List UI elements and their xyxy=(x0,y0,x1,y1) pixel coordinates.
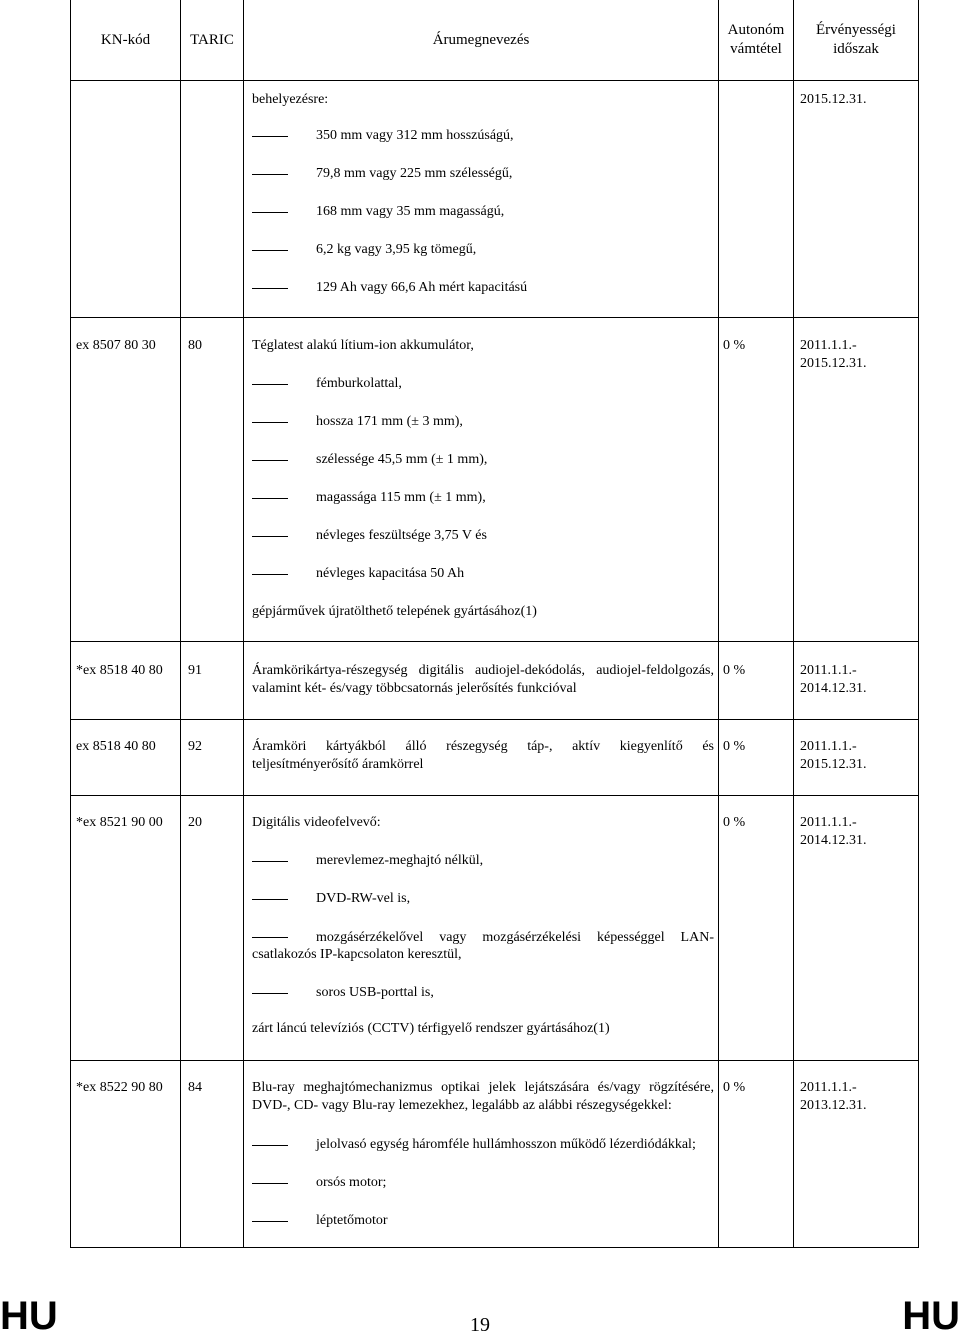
header-period: Érvényességi időszak xyxy=(816,22,896,57)
validity-period: 2014.12.31. xyxy=(800,681,867,696)
duty-rate: 0 % xyxy=(723,815,746,830)
description: Blu-ray meghajtómechanizmus optikai jelek lejátszására és/vagy rögzítésére, xyxy=(252,1080,714,1095)
dash-bullet xyxy=(252,861,288,862)
dash-bullet xyxy=(252,536,288,537)
list-item: 129 Ah vagy 66,6 Ah mért kapacitású xyxy=(316,280,528,295)
taric-code: 84 xyxy=(188,1080,202,1095)
duty-rate: 0 % xyxy=(723,338,746,353)
validity-period: 2011.1.1.- xyxy=(800,1080,857,1095)
list-item: 79,8 mm vagy 225 mm szélességű, xyxy=(316,166,513,181)
description-cont: teljesítményerősítő áramkörrel xyxy=(252,757,424,772)
kn-code: *ex 8522 90 80 xyxy=(76,1080,163,1095)
validity-period: 2015.12.31. xyxy=(800,757,867,772)
dash-bullet xyxy=(252,288,288,289)
taric-code: 92 xyxy=(188,739,202,754)
description-cont: valamint két- és/vagy többcsatornás jelerősítés funkcióval xyxy=(252,681,577,696)
validity-period: 2013.12.31. xyxy=(800,1098,867,1113)
validity-period: 2011.1.1.- xyxy=(800,663,857,678)
description: Áramköri kártyákból álló részegység táp-, aktív kiegyenlítő és xyxy=(252,739,714,754)
list-item: jelolvasó egység háromféle hullámhosszon működő lézerdiódákkal; xyxy=(316,1137,696,1152)
row-intro: Téglatest alakú lítium-ion akkumulátor, xyxy=(252,338,474,353)
list-item: 350 mm vagy 312 mm hosszúságú, xyxy=(316,128,514,143)
dash-bullet xyxy=(252,136,288,137)
validity-period: 2011.1.1.- xyxy=(800,815,857,830)
header-kn: KN-kód xyxy=(100,31,151,48)
list-item: léptetőmotor xyxy=(316,1213,388,1228)
validity-period: 2014.12.31. xyxy=(800,833,867,848)
dash-bullet xyxy=(252,574,288,575)
list-item: DVD-RW-vel is, xyxy=(316,891,411,906)
validity-period: 2015.12.31. xyxy=(800,356,867,371)
dash-bullet xyxy=(252,993,288,994)
list-item: névleges feszültsége 3,75 V és xyxy=(316,528,487,543)
kn-code: ex 8507 80 30 xyxy=(76,338,156,353)
row-divider xyxy=(70,795,919,796)
dash-bullet xyxy=(252,212,288,213)
list-item: névleges kapacitása 50 Ah xyxy=(316,566,465,581)
dash-bullet xyxy=(252,498,288,499)
validity-period: 2015.12.31. xyxy=(800,92,867,107)
row-outro: gépjárművek újratölthető telepének gyártásához(1) xyxy=(252,604,537,619)
list-item: 6,2 kg vagy 3,95 kg tömegű, xyxy=(316,242,477,257)
list-item: merevlemez-meghajtó nélkül, xyxy=(316,853,484,868)
dash-bullet xyxy=(252,1145,288,1146)
dash-bullet xyxy=(252,460,288,461)
duty-rate: 0 % xyxy=(723,663,746,678)
row-intro: Digitális videofelvevő: xyxy=(252,815,381,830)
row-divider xyxy=(70,641,919,642)
kn-code: *ex 8518 40 80 xyxy=(76,663,163,678)
header-taric: TARIC xyxy=(190,31,234,48)
duty-rate: 0 % xyxy=(723,1080,746,1095)
list-item: magassága 115 mm (± 1 mm), xyxy=(316,490,486,505)
row-intro: behelyezésre: xyxy=(252,92,329,107)
dash-bullet xyxy=(252,422,288,423)
taric-code: 20 xyxy=(188,815,202,830)
list-item-cont: csatlakozós IP-kapcsolaton keresztül, xyxy=(252,947,462,962)
list-item: mozgásérzékelővel vagy mozgásérzékelési képességgel LAN- xyxy=(316,930,714,945)
dash-bullet xyxy=(252,937,288,938)
taric-code: 91 xyxy=(188,663,202,678)
row-divider xyxy=(70,1060,919,1061)
list-item: orsós motor; xyxy=(316,1175,387,1190)
row-outro: zárt láncú televíziós (CCTV) térfigyelő rendszer gyártásához(1) xyxy=(252,1021,610,1036)
header-description: Árumegnevezés xyxy=(432,31,530,48)
footer-language-left: HU xyxy=(0,1294,58,1338)
validity-period: 2011.1.1.- xyxy=(800,739,857,754)
list-item: fémburkolattal, xyxy=(316,376,402,391)
taric-code: 80 xyxy=(188,338,202,353)
list-item: szélessége 45,5 mm (± 1 mm), xyxy=(316,452,488,467)
dash-bullet xyxy=(252,899,288,900)
description-cont: DVD-, CD- vagy Blu-ray lemezekhez, legalább az alábbi részegységekkel: xyxy=(252,1098,672,1113)
list-item: soros USB-porttal is, xyxy=(316,985,434,1000)
row-divider xyxy=(70,317,919,318)
kn-code: *ex 8521 90 00 xyxy=(76,815,163,830)
dash-bullet xyxy=(252,1221,288,1222)
duty-rate: 0 % xyxy=(723,739,746,754)
dash-bullet xyxy=(252,1183,288,1184)
dash-bullet xyxy=(252,384,288,385)
page-number: 19 xyxy=(470,1314,490,1336)
footer-language-right: HU xyxy=(902,1294,960,1338)
list-item: hossza 171 mm (± 3 mm), xyxy=(316,414,463,429)
row-divider xyxy=(70,719,919,720)
kn-code: ex 8518 40 80 xyxy=(76,739,156,754)
list-item: 168 mm vagy 35 mm magasságú, xyxy=(316,204,505,219)
validity-period: 2011.1.1.- xyxy=(800,338,857,353)
dash-bullet xyxy=(252,174,288,175)
header-rate: Autonóm vámtétel xyxy=(727,22,785,57)
description: Áramkörikártya-részegység digitális audiojel-dekódolás, audiojel-feldolgozás, xyxy=(252,663,714,678)
dash-bullet xyxy=(252,250,288,251)
